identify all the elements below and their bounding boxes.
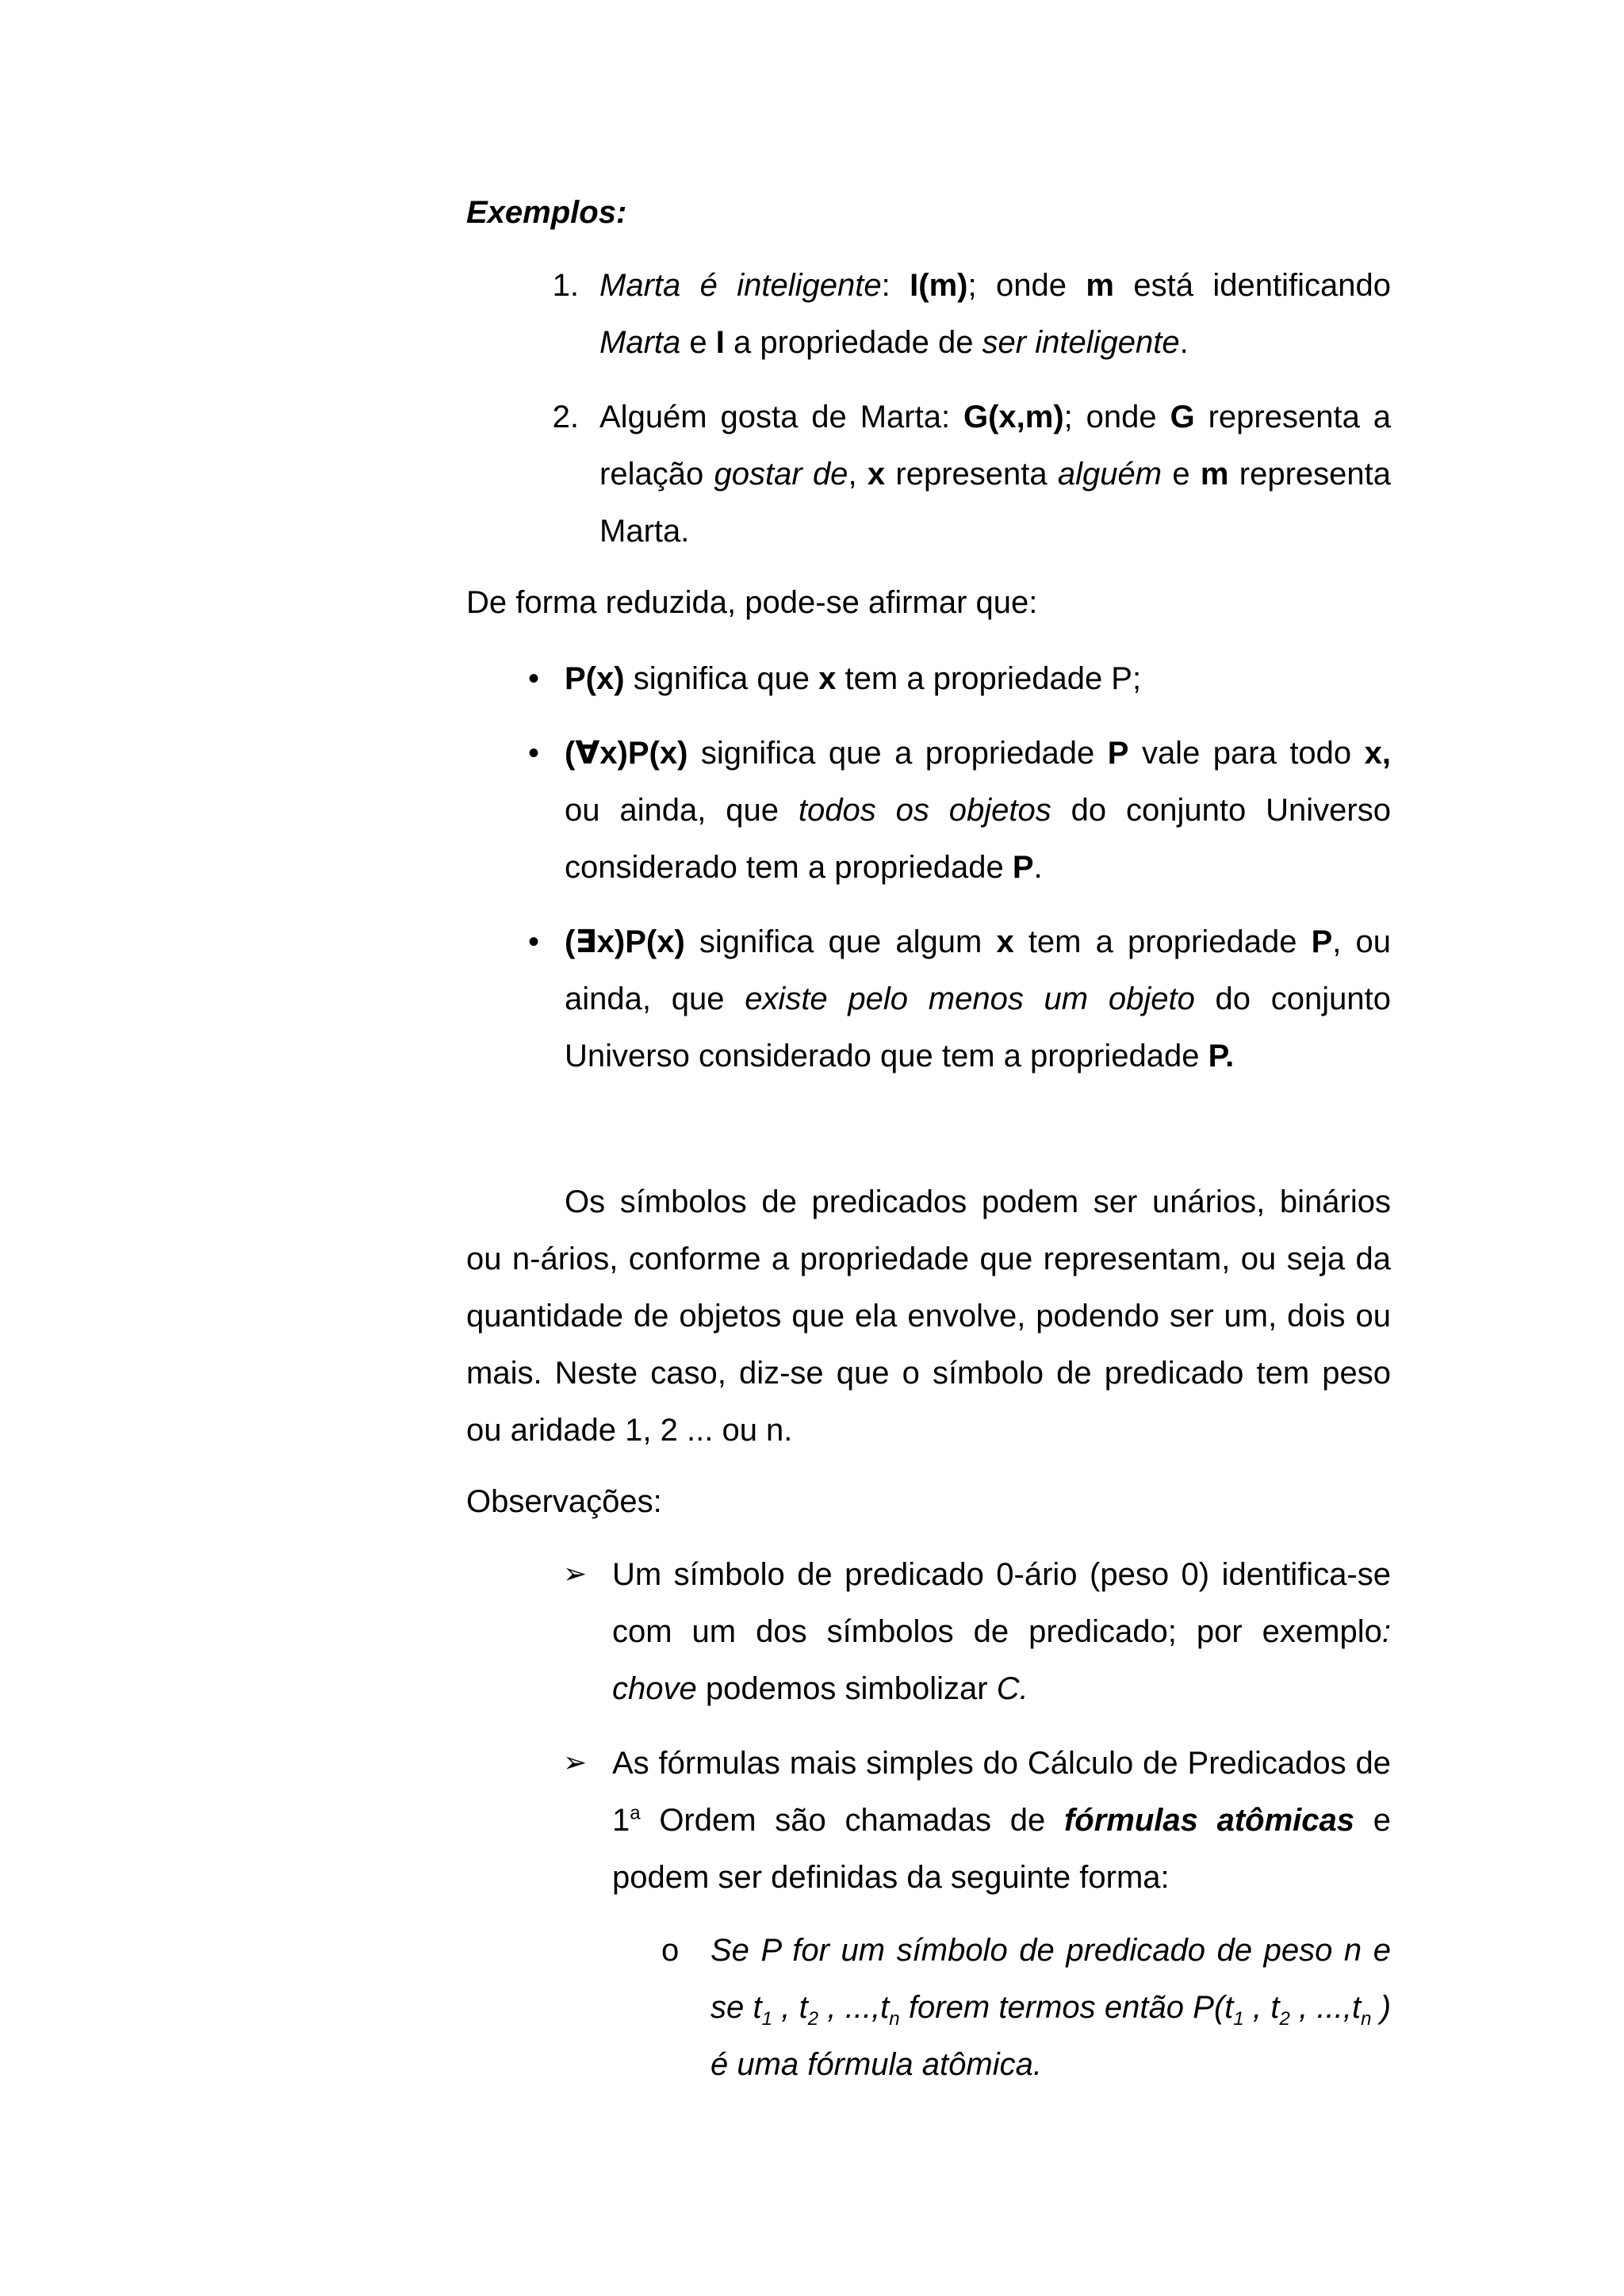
atomic-formula-definition: Se P for um símbolo de predicado de peso n e se $t_1$ , $t_2$ , $...,t_n$ forem termos então $P(t_1$ , $t_2$ , $...,t_n$ ) é uma fórmula atômica. (710, 1933, 1392, 2082)
bullet-dot: • (528, 661, 540, 696)
example-2-number: 2. (552, 400, 579, 434)
bullet-dot: • (528, 924, 540, 959)
paragraph-symbols: Os símbolos de predicados podem ser unários, binários ou n-ários, conforme a propriedade que representam, ou seja da quantidade de objetos que ela envolve, podendo ser um, dois ou mais. Neste caso, diz-se que o símbolo de predicado tem peso ou aridade 1, 2 ... ou n. (466, 1184, 1391, 1448)
observation-1: Um símbolo de predicado 0-ário (peso 0) identifica-se com um dos símbolos de predicado; por exemplo: chove podemos simbolizar C. (612, 1557, 1391, 1706)
arrow-bullet-icon: ➢ (563, 1747, 588, 1779)
example-1-number: 1. (552, 268, 579, 303)
arrow-bullet-icon: ➢ (563, 1558, 588, 1590)
observations-heading: Observações: (466, 1484, 662, 1519)
bullet-1: P(x) significa que x tem a propriedade P; (565, 661, 1142, 696)
intro-reduced: De forma reduzida, pode-se afirmar que: (466, 585, 1038, 620)
bullet-2: (∀x)P(x) significa que a propriedade P vale para todo x, ou ainda, que todos os objetos do conjunto Universo considerado tem a propriedade P. (565, 736, 1392, 885)
example-1: Marta é inteligente: I(m); onde m está identificando Marta e I a propriedade de ser inteligente. (599, 268, 1391, 360)
bullet-3: (∃x)P(x) significa que algum x tem a propriedade P, ou ainda, que existe pelo menos um objeto do conjunto Universo considerado que tem a propriedade P. (565, 924, 1392, 1073)
observation-2: As fórmulas mais simples do Cálculo de Predicados de 1$^a$ Ordem são chamadas de fórmulas atômicas e podem ser definidas da seguinte forma: (612, 1746, 1391, 1895)
examples-heading: Exemplos: (466, 195, 627, 230)
bullet-dot: • (528, 736, 540, 771)
example-2: Alguém gosta de Marta: G(x,m); onde G representa a relação gostar de, x representa alguém e m representa Marta. (599, 400, 1391, 549)
circle-bullet-icon: o (661, 1933, 680, 1968)
